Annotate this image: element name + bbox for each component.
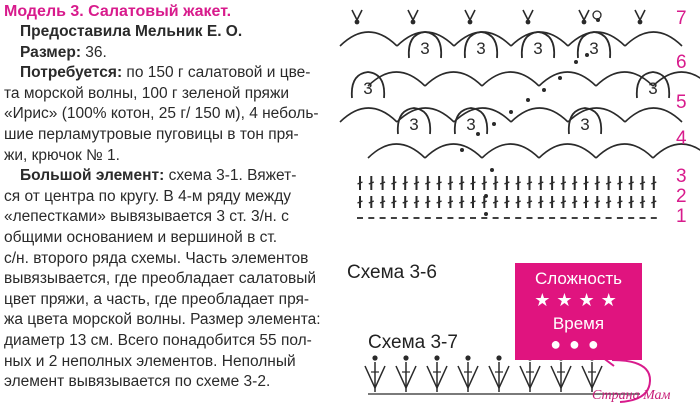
v-stitch-symbol — [635, 10, 645, 20]
row-number: 5 — [676, 92, 687, 113]
double-crochet-bar — [595, 201, 600, 203]
slip-stitch-dot — [411, 20, 416, 25]
double-crochet-bar — [425, 182, 430, 184]
v-stitch-symbol — [408, 10, 418, 20]
article-line-text: шие перламутровые пуговицы в тон пря- — [4, 125, 299, 143]
article-line-text: по 150 г салатовой и цве- — [122, 64, 311, 82]
chain-arch — [539, 72, 596, 86]
slip-stitch-dot — [526, 98, 530, 102]
slip-stitch-dot — [596, 18, 600, 22]
slip-stitch-dot — [434, 355, 439, 360]
double-crochet-bar — [459, 182, 464, 184]
v-stitch-symbol — [352, 10, 362, 20]
article-line-text: «Ирис» (100% котон, 25 г/ 150 м), 4 неболь- — [4, 105, 319, 123]
double-crochet-bar — [380, 201, 385, 203]
double-crochet-bar — [425, 201, 430, 203]
article-line-text: общими основанием и вершиной в ст. — [4, 228, 278, 246]
row-number: 1 — [676, 206, 687, 227]
double-crochet-bar — [414, 182, 419, 184]
slip-stitch-dot — [465, 355, 470, 360]
slip-stitch-dot — [542, 88, 546, 92]
chain-arch — [340, 32, 397, 46]
chain-arch — [511, 108, 568, 122]
double-crochet-bar — [651, 201, 656, 203]
article-line-text: «лепестками» вывязывается 3 ст. 3/н. с — [4, 208, 289, 226]
article-line-text: элемент вывязывается по схеме 3-2. — [4, 373, 271, 391]
double-crochet-bar — [527, 182, 532, 184]
double-crochet-bar — [358, 182, 363, 184]
double-crochet-bar — [437, 201, 442, 203]
article-line-heading: Большой элемент: — [20, 167, 165, 185]
article-line-text: 36. — [80, 43, 107, 61]
chain-arch — [625, 108, 682, 122]
petal-count-label: 3 — [409, 115, 419, 134]
double-crochet-bar — [504, 182, 509, 184]
v-stitch-symbol — [465, 10, 475, 20]
double-crochet-bar — [391, 182, 396, 184]
double-crochet-bar — [391, 201, 396, 203]
slip-stitch-dot — [468, 20, 473, 25]
double-crochet-bar — [516, 201, 521, 203]
slip-stitch-dot — [558, 76, 562, 80]
double-crochet-bar — [516, 182, 521, 184]
slip-stitch-dot — [372, 355, 377, 360]
double-crochet-bar — [380, 182, 385, 184]
double-crochet-bar — [584, 201, 589, 203]
chain-arch — [368, 144, 425, 158]
time-label: Время — [552, 314, 605, 333]
double-crochet-bar — [606, 182, 611, 184]
double-crochet-bar — [527, 201, 532, 203]
slip-stitch-dot — [476, 132, 480, 136]
article-line-heading: Предоставила Мельник Е. О. — [20, 23, 243, 40]
double-crochet-bar — [651, 182, 656, 184]
double-crochet-bar — [629, 201, 634, 203]
petal-count-label: 3 — [420, 39, 430, 58]
double-crochet-bar — [561, 201, 566, 203]
double-crochet-bar — [471, 182, 476, 184]
double-crochet-bar — [471, 201, 476, 203]
slip-stitch-dot — [492, 122, 496, 126]
double-crochet-bar — [572, 182, 577, 184]
double-crochet-bar — [403, 182, 408, 184]
petal-count-label: 3 — [363, 79, 373, 98]
row-number: 7 — [676, 8, 687, 29]
slip-stitch-dot — [574, 60, 578, 64]
double-crochet-bar — [617, 182, 622, 184]
difficulty-box — [515, 263, 642, 360]
double-crochet-bar — [437, 182, 442, 184]
slip-stitch-dot — [496, 355, 501, 360]
chain-arch — [425, 144, 482, 158]
petal-count-label: 3 — [476, 39, 486, 58]
article-line-text: с/н. второго ряда схемы. Часть элементов — [4, 249, 309, 267]
row-number: 4 — [676, 128, 687, 149]
article-line-text: схема 3-1. Вяжет- — [164, 167, 297, 185]
double-crochet-bar — [369, 201, 374, 203]
complexity-stars: ★★★★ — [534, 290, 623, 310]
chain-arch — [625, 32, 682, 46]
petal-count-label: 3 — [533, 39, 543, 58]
slip-stitch-dot — [403, 355, 408, 360]
row-number: 6 — [676, 52, 687, 73]
double-crochet-bar — [550, 182, 555, 184]
double-crochet-bar — [561, 182, 566, 184]
double-crochet-bar — [617, 201, 622, 203]
slip-stitch-dot — [509, 110, 513, 114]
article-title: Модель 3. Салатовый жакет. — [4, 3, 232, 20]
article-line-text: жа цвета морской волны. Размер элемента: — [4, 311, 321, 329]
double-crochet-bar — [572, 201, 577, 203]
double-crochet-bar — [403, 201, 408, 203]
petal-count-label: 3 — [648, 79, 658, 98]
petal-count-label: 3 — [580, 115, 590, 134]
double-crochet-bar — [459, 201, 464, 203]
chain-arch — [482, 72, 539, 86]
article-line-text: цвет пряжи, а часть, где преобладает пря- — [4, 290, 310, 308]
slip-stitch-dot — [638, 20, 643, 25]
chain-arch — [539, 144, 596, 158]
double-crochet-bar — [640, 182, 645, 184]
double-crochet-bar — [629, 182, 634, 184]
chain-arch — [482, 144, 539, 158]
double-crochet-bar — [538, 201, 543, 203]
double-crochet-bar — [493, 182, 498, 184]
double-crochet-bar — [482, 201, 487, 203]
article-line-heading: Потребуется: — [20, 64, 123, 82]
v-stitch-symbol — [579, 10, 589, 20]
petal-count-label: 3 — [466, 115, 476, 134]
double-crochet-bar — [358, 201, 363, 203]
slip-stitch-dot — [484, 212, 488, 216]
slip-stitch-dot — [460, 148, 464, 152]
watermark: Страна Мам — [592, 388, 671, 403]
article-line-text: вывязывается, где преобладает салатовый — [4, 270, 317, 288]
petal-count-label: 3 — [589, 39, 599, 58]
article-line-text: та морской волны, 100 г зеленой пряжи — [4, 84, 289, 102]
double-crochet-bar — [369, 182, 374, 184]
double-crochet-bar — [584, 182, 589, 184]
chain-loop-symbol — [593, 11, 601, 19]
complexity-label: Сложность — [534, 269, 622, 288]
double-crochet-bar — [448, 201, 453, 203]
double-crochet-bar — [493, 201, 498, 203]
double-crochet-bar — [640, 201, 645, 203]
article-line-text: ся от центра по кругу. В 4-м ряду между — [4, 187, 292, 205]
row-number: 2 — [676, 186, 687, 207]
double-crochet-bar — [414, 201, 419, 203]
chain-arch — [425, 72, 482, 86]
double-crochet-bar — [538, 182, 543, 184]
article-line-text: диаметр 13 см. Всего понадобится 55 пол- — [4, 331, 312, 349]
double-crochet-bar — [606, 201, 611, 203]
slip-stitch-dot — [526, 20, 531, 25]
article-line-text: жи, крючок № 1. — [4, 146, 120, 164]
row-number: 3 — [676, 166, 687, 187]
article-line-text: ных и 2 неполных элементов. Неполный — [4, 352, 296, 370]
chain-arch — [596, 144, 653, 158]
scheme-3-6-label: Схема 3-6 — [347, 262, 437, 283]
v-stitch-symbol — [523, 10, 533, 20]
double-crochet-bar — [595, 182, 600, 184]
scheme-3-7-label: Схема 3-7 — [368, 332, 458, 353]
time-dots: ●●● — [550, 334, 607, 354]
slip-stitch-dot — [490, 168, 494, 172]
slip-stitch-dot — [585, 53, 589, 57]
article-line-heading: Размер: — [20, 43, 81, 61]
slip-stitch-dot — [355, 20, 360, 25]
double-crochet-bar — [504, 201, 509, 203]
double-crochet-bar — [448, 182, 453, 184]
slip-stitch-dot — [582, 20, 587, 25]
double-crochet-bar — [550, 201, 555, 203]
chain-arch — [340, 108, 397, 122]
double-crochet-bar — [482, 182, 487, 184]
